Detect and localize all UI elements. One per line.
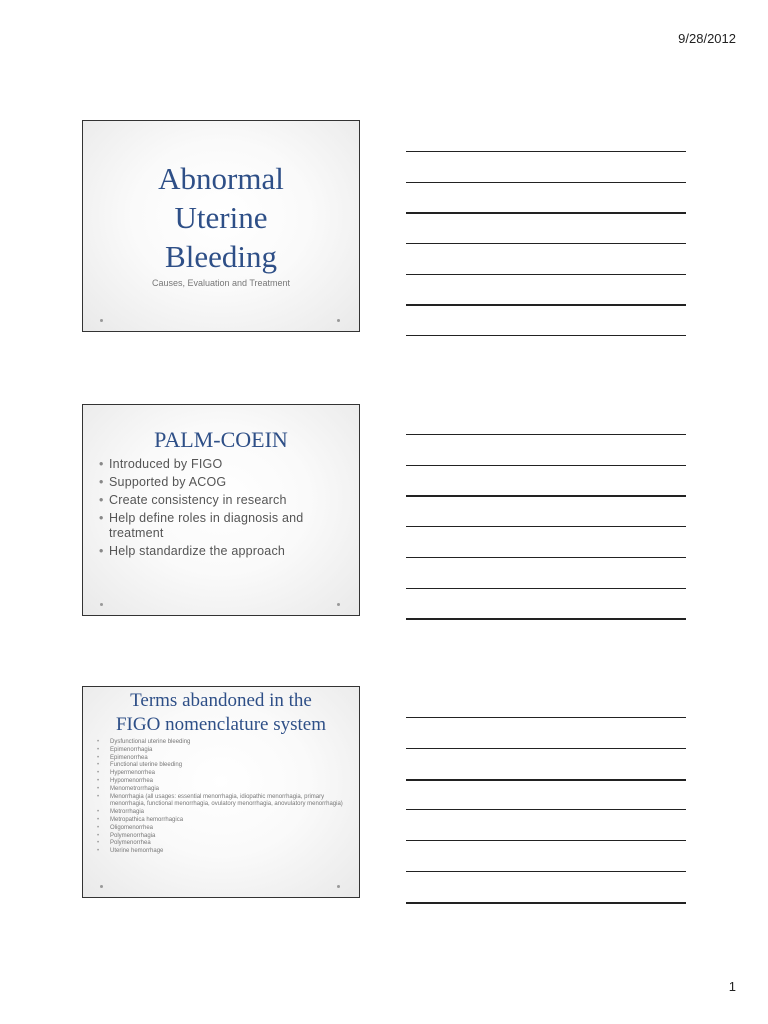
slide-dot-decoration bbox=[337, 885, 340, 888]
list-item: • Create consistency in research bbox=[99, 493, 347, 508]
note-line bbox=[406, 618, 686, 620]
note-line bbox=[406, 902, 686, 904]
list-item: • Help standardize the approach bbox=[99, 544, 347, 559]
list-item: • Menorrhagia (all usages: essential menorrhagia, idiopathic menorrhagia, primary menorrhagia, functional menorrhagia, ovulatory menorrhagia, anovulatory menorrhagia) bbox=[97, 794, 347, 810]
list-item: • Functional uterine bleeding bbox=[97, 762, 347, 770]
bullet-list bbox=[97, 739, 347, 856]
note-line bbox=[406, 748, 686, 749]
list-item: • Epimenorrhea bbox=[97, 755, 347, 763]
bullet-list bbox=[99, 457, 347, 562]
note-line bbox=[406, 182, 686, 183]
list-item: • Oligomenorrhea bbox=[97, 825, 347, 833]
slide-title: PALM-COEIN bbox=[154, 427, 288, 452]
note-line bbox=[406, 304, 686, 306]
slide-title-line: Uterine bbox=[174, 200, 268, 235]
list-item: • Epimenorrhagia bbox=[97, 747, 347, 755]
note-line bbox=[406, 335, 686, 336]
note-line bbox=[406, 809, 686, 810]
list-item: • Metropathica hemorrhagica bbox=[97, 817, 347, 825]
list-item: • Help define roles in diagnosis and treatment bbox=[99, 511, 347, 541]
list-item: • Hypermenorrhea bbox=[97, 770, 347, 778]
slide-title-line: Abnormal bbox=[158, 161, 284, 196]
list-item: • Introduced by FIGO bbox=[99, 457, 347, 472]
note-line bbox=[406, 840, 686, 841]
slide-title-line: FIGO nomenclature system bbox=[115, 714, 326, 735]
list-item: • Metrorrhagia bbox=[97, 809, 347, 817]
list-item: • Polymenorrhagia bbox=[97, 833, 347, 841]
slide-dot-decoration bbox=[100, 319, 103, 322]
note-line bbox=[406, 717, 686, 718]
slide-thumbnail-1 bbox=[82, 120, 360, 332]
slide-dot-decoration bbox=[100, 603, 103, 606]
note-line bbox=[406, 557, 686, 558]
note-line bbox=[406, 274, 686, 275]
page-number: 1 bbox=[728, 979, 736, 994]
note-line bbox=[406, 526, 686, 527]
slide-thumbnail-2 bbox=[82, 404, 360, 616]
slide-thumbnail-3 bbox=[82, 686, 360, 898]
list-item: • Uterine hemorrhage bbox=[97, 848, 347, 856]
note-line bbox=[406, 779, 686, 781]
slide-title-line: Terms abandoned in the bbox=[130, 690, 312, 711]
slide-dot-decoration bbox=[337, 319, 340, 322]
list-item: • Supported by ACOG bbox=[99, 475, 347, 490]
list-item: • Menometrorrhagia bbox=[97, 786, 347, 794]
note-line bbox=[406, 495, 686, 497]
note-line bbox=[406, 465, 686, 466]
note-line bbox=[406, 871, 686, 872]
slide-subtitle: Causes, Evaluation and Treatment bbox=[151, 278, 291, 288]
note-line bbox=[406, 588, 686, 589]
slide-title bbox=[83, 159, 359, 276]
note-line bbox=[406, 434, 686, 435]
list-item: • Hypomenorrhea bbox=[97, 778, 347, 786]
note-line bbox=[406, 212, 686, 214]
note-line bbox=[406, 243, 686, 244]
slide-dot-decoration bbox=[100, 885, 103, 888]
list-item: • Polymenorrhea bbox=[97, 840, 347, 848]
slide-title bbox=[83, 689, 359, 737]
list-item: • Dysfunctional uterine bleeding bbox=[97, 739, 347, 747]
slide-dot-decoration bbox=[337, 603, 340, 606]
slide-title-line: Bleeding bbox=[165, 239, 277, 274]
note-line bbox=[406, 151, 686, 152]
page-date: 9/28/2012 bbox=[678, 31, 736, 46]
